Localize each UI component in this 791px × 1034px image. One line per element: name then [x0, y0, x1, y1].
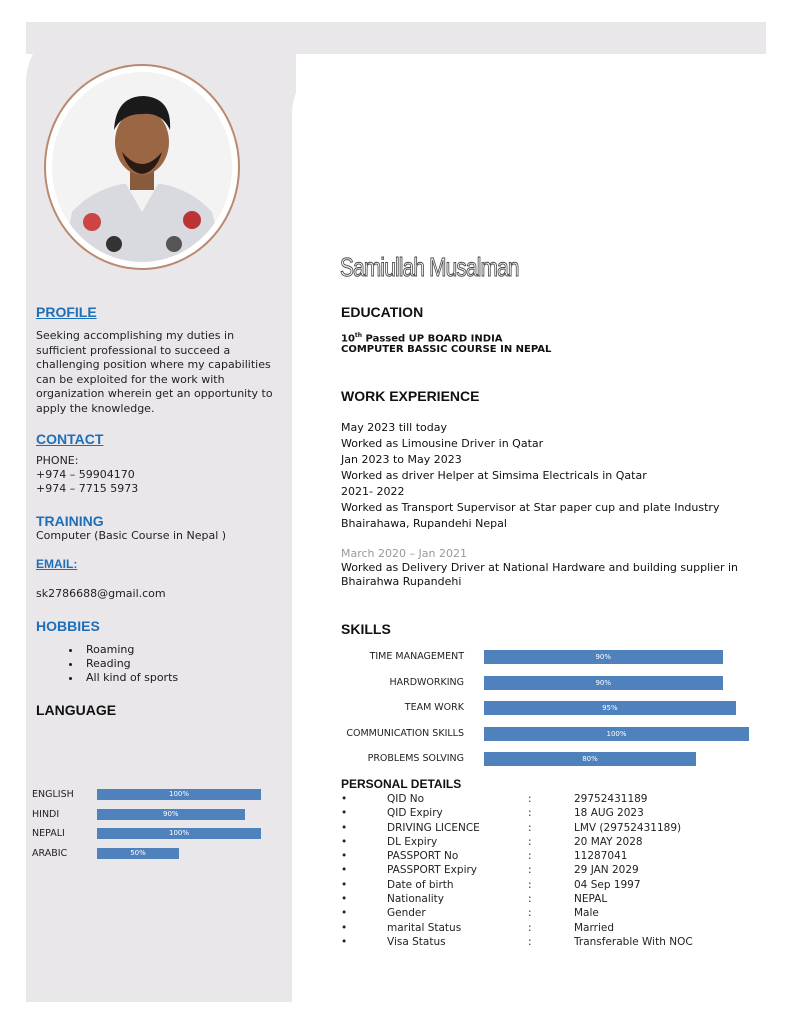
contact-heading: CONTACT [36, 431, 104, 447]
language-bar [97, 789, 261, 800]
email-value[interactable]: sk2786688@gmail.com [36, 587, 166, 600]
personal-detail-colon: : [528, 935, 532, 948]
personal-detail-key: DL Expiry [387, 835, 438, 848]
language-bar-value: 50% [130, 848, 146, 857]
education-grade: 10 [341, 333, 355, 345]
skill-bar [484, 701, 736, 715]
phone-label: PHONE: [36, 454, 79, 467]
skill-bar-value: 90% [595, 678, 612, 687]
personal-detail-value: 20 MAY 2028 [574, 835, 643, 848]
personal-detail-colon: : [528, 893, 532, 906]
work-line: Bhairahawa, Rupandehi Nepal [341, 517, 507, 530]
skill-label: COMMUNICATION SKILLS [346, 727, 464, 739]
personal-detail-key: QID Expiry [387, 807, 443, 820]
skill-bar-value: 80% [582, 755, 598, 763]
skill-label: PROBLEMS SOLVING [367, 753, 464, 764]
language-bar [97, 809, 245, 820]
profile-heading: PROFILE [36, 304, 97, 320]
work-line: Bhairahwa Rupandehi [341, 575, 462, 588]
work-date: March 2020 – Jan 2021 [341, 547, 467, 560]
language-bar [97, 848, 179, 859]
personal-detail-key: marital Status [387, 921, 462, 934]
bullet-icon: • [341, 921, 348, 934]
education-grade-suffix: th [354, 332, 363, 339]
skill-label: HARDWORKING [389, 676, 464, 688]
personal-detail-colon: : [528, 878, 532, 891]
personal-detail-colon: : [528, 850, 532, 863]
hobby-item: • Reading [82, 657, 178, 671]
skill-bar-value: 95% [602, 704, 618, 712]
language-label: NEPALI [32, 828, 65, 839]
bullet-icon: • [341, 878, 348, 891]
bullet-icon: • [341, 835, 348, 848]
hobby-item: • All kind of sports [82, 671, 178, 685]
training-heading: TRAINING [36, 513, 104, 529]
work-heading: WORK EXPERIENCE [341, 388, 480, 404]
profile-text: Seeking accomplishing my duties in sufficient professional to succeed a challenging position where my capabilities can be exploited for the work with organization wherein get an opportunity to apply the knowledge. [36, 329, 273, 415]
personal-detail-value: Married [574, 921, 614, 934]
profile-photo [52, 72, 232, 262]
personal-detail-key: Gender [387, 907, 426, 920]
personal-detail-value: Male [574, 907, 599, 920]
email-heading: EMAIL: [36, 557, 78, 571]
personal-detail-colon: : [528, 864, 532, 877]
work-line: Worked as Delivery Driver at National Hardware and building supplier in [341, 561, 739, 574]
language-label: HINDI [32, 808, 60, 820]
personal-detail-value: 29752431189 [574, 793, 648, 805]
hobbies-list [62, 643, 178, 685]
work-line: Worked as Transport Supervisor at Star paper cup and plate Industry [341, 501, 720, 514]
skills-heading: SKILLS [341, 621, 391, 637]
skill-bar-value: 90% [595, 653, 612, 661]
hobbies-heading: HOBBIES [36, 618, 100, 634]
personal-detail-colon: : [528, 835, 532, 848]
personal-detail-key: Nationality [387, 893, 445, 906]
personal-detail-value: Transferable With NOC [574, 935, 693, 948]
personal-detail-value: 18 AUG 2023 [574, 807, 644, 820]
skill-label: TIME MANAGEMENT [369, 651, 464, 662]
education-line-2: COMPUTER BASSIC COURSE IN NEPAL [341, 344, 552, 355]
skill-bar [484, 676, 723, 690]
bullet-icon: • [341, 935, 348, 948]
personal-detail-colon: : [528, 921, 532, 934]
language-bar-value: 100% [168, 829, 189, 837]
bullet-icon: • [341, 907, 348, 920]
personal-detail-key: Visa Status [387, 935, 446, 948]
work-line: Worked as Limousine Driver in Qatar [341, 437, 544, 450]
language-bar-value: 100% [168, 790, 189, 798]
candidate-name: Samiullah Musalman [340, 252, 519, 282]
personal-detail-key: PASSPORT Expiry [387, 864, 478, 877]
bullet-icon: • [341, 864, 348, 877]
personal-detail-value: 11287041 [574, 850, 628, 863]
education-heading: EDUCATION [341, 304, 424, 320]
bullet-icon: • [341, 893, 348, 906]
work-line: May 2023 till today [341, 421, 447, 434]
personal-detail-value: LMV (29752431189) [574, 821, 682, 834]
personal-detail-value: 29 JAN 2029 [574, 864, 639, 877]
bullet-icon: • [341, 807, 348, 820]
bullet-icon: • [341, 850, 348, 863]
work-line: 2021- 2022 [341, 485, 405, 498]
language-label: ARABIC [32, 847, 68, 859]
language-heading: LANGUAGE [36, 702, 117, 718]
skill-label: TEAM WORK [404, 702, 464, 713]
language-bar-value: 90% [163, 809, 179, 818]
personal-detail-value: 04 Sep 1997 [574, 878, 641, 891]
personal-detail-key: PASSPORT No [387, 850, 459, 863]
hobby-item: • Roaming [82, 643, 178, 657]
skill-bar [484, 650, 723, 664]
personal-detail-value: NEPAL [574, 893, 608, 906]
skill-bar [484, 752, 696, 766]
personal-detail-colon: : [528, 793, 532, 805]
header-band [26, 22, 766, 54]
personal-detail-colon: : [528, 807, 532, 820]
skill-bar [484, 727, 749, 741]
bullet-icon: • [341, 793, 348, 805]
work-line: Worked as driver Helper at Simsima Electricals in Qatar [341, 469, 647, 482]
training-text: Computer (Basic Course in Nepal ) [36, 529, 227, 542]
personal-heading: PERSONAL DETAILS [341, 777, 462, 791]
personal-detail-key: Date of birth [387, 878, 454, 891]
language-bar [97, 828, 261, 839]
bullet-icon: • [341, 821, 348, 834]
personal-detail-key: QID No [387, 793, 425, 805]
work-line: Jan 2023 to May 2023 [341, 453, 462, 466]
personal-detail-colon: : [528, 821, 532, 834]
personal-detail-colon: : [528, 907, 532, 920]
phone-number-2: +974 – 7715 5973 [36, 482, 139, 495]
main-panel [292, 54, 791, 1034]
skill-bar-value: 100% [606, 729, 627, 738]
personal-detail-key: DRIVING LICENCE [387, 821, 480, 834]
language-label: ENGLISH [32, 789, 74, 800]
education-board: Passed UP BOARD INDIA [362, 333, 503, 345]
phone-number-1: +974 – 59904170 [36, 468, 135, 481]
